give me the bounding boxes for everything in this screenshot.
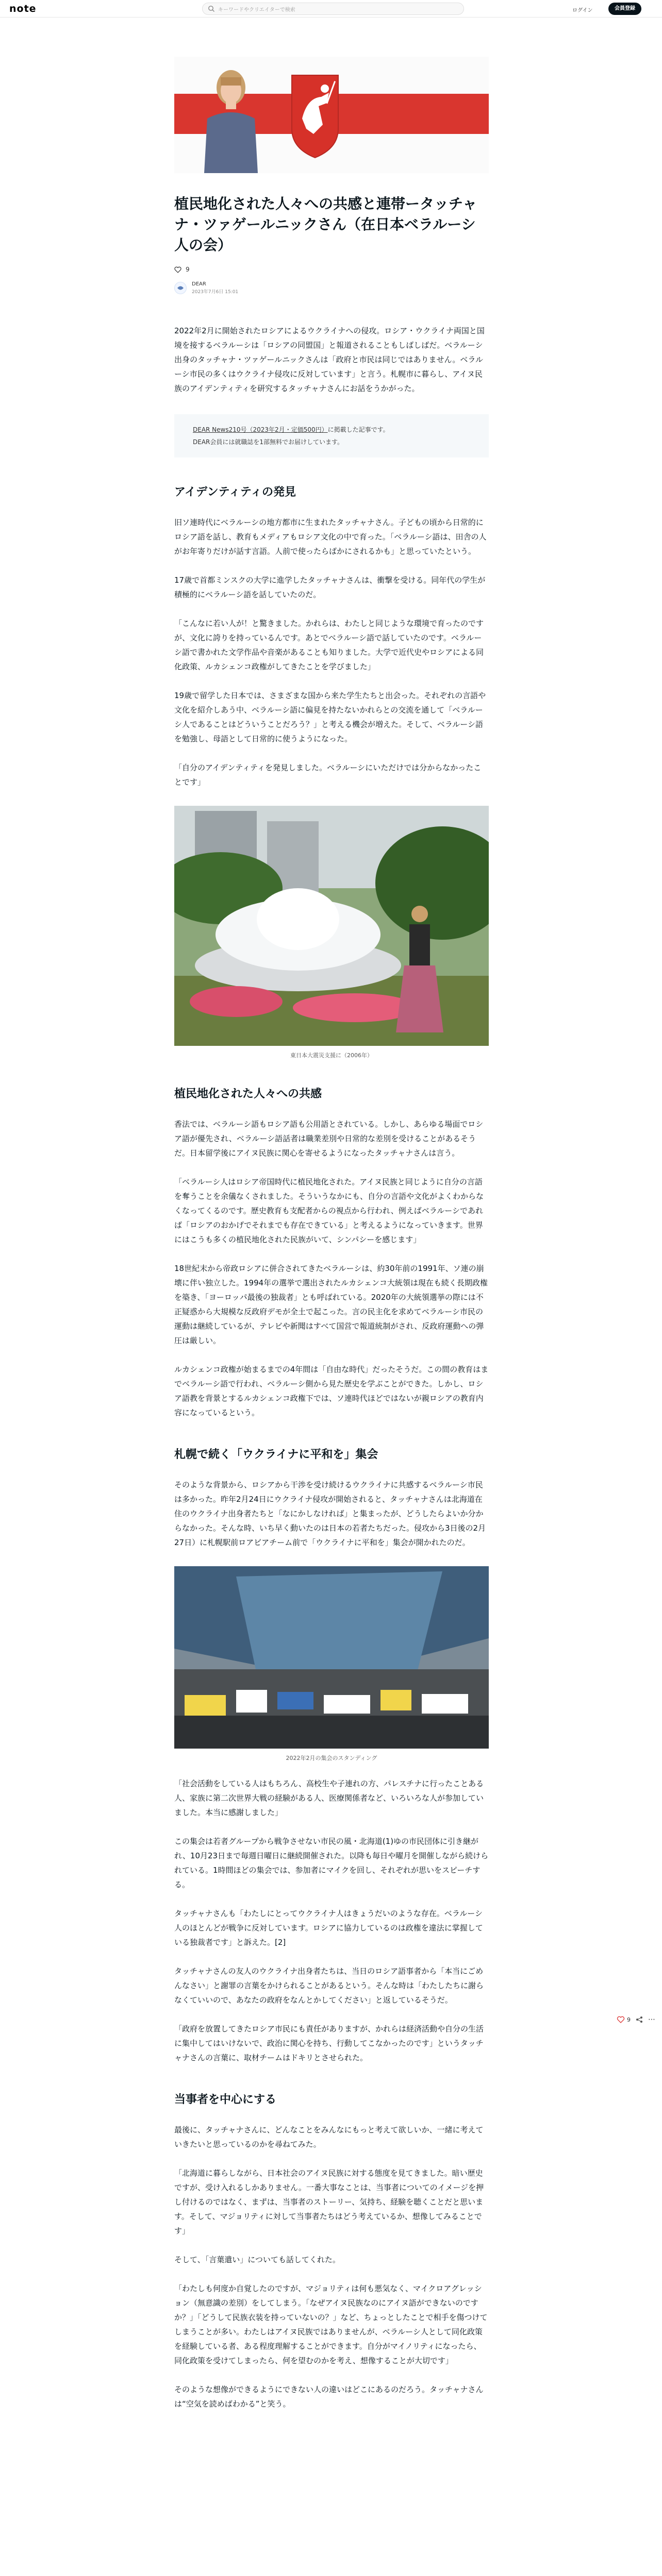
- publish-date: 2023年7月6日 15:01: [192, 290, 239, 295]
- paragraph: そのような背景から、ロシアから干渉を受け続けるウクライナに共感するベラルーシ市民は多かった。昨年2月24日にウクライナ侵攻が開始されると、タッチャナさんは北海道在住のウクライナ出身者たちと「なにかしなければ」と集まったが、どうしたらよいか分からなかった。そんな時、いち早く動いたのは日本の若者たちだった。侵攻から3日後の2月27日）に札幌駅前ロアビアチーム前で「ウクライナに平和を」集会が開かれたのだ。: [174, 1480, 486, 1547]
- paragraph: 旧ソ連時代にベラルーシの地方都市に生まれたタッチャナさん。子どもの頃から日常的にロシア語を話し、教育もメディアもロシア文化の中で育った。「ベラルーシ語は、田舎の人がお年寄りだけが話す言語。人前で使ったらばかにされるかも」と思っていたという。: [174, 518, 487, 556]
- share-icon[interactable]: [636, 2016, 643, 2023]
- paragraph: 「わたしも何度か自覚したのですが、マジョリティは何も悪気なく、マイクロアグレッション（無意識の差別）をしてしまう。「なぜアイヌ民族なのにアイヌ語ができないのですか？」「どうして民族衣装を持っていないの？」など、ちょっとしたことで相手を傷つけてしまうことが多い。わたしはアイヌ民族ではありませんが、ベラルーシ人として同化政策を経験している者、ある程度理解することができます。自分がマイノリティになったら、同化政策を受けてしまったら、何を望むのかを考え、想像することが大切です」: [174, 2284, 488, 2365]
- like-section[interactable]: [174, 266, 489, 273]
- photo-caption: 2022年2月の集会のスタンディング: [286, 1755, 377, 1761]
- notice-link[interactable]: DEAR News210号（2023年2月・定価500円）: [193, 426, 328, 433]
- notice-suffix: に掲載した記事です。: [327, 426, 389, 433]
- paragraph: 19歳で留学した日本では、さまざまな国から来た学生たちと出会った。それぞれの言語や文化を紹介しあう中、ベラルーシ語に偏見を持たないかれらとの交流を通して「ベラルーシ人であることはどういうことだろう？」と考える機会が増えた。そして、ベラルーシ語を勉強し、母語として日常的に使うようになった。: [174, 691, 486, 743]
- site-header: [0, 0, 662, 18]
- more-icon[interactable]: ⋯: [648, 2015, 656, 2024]
- photo-caption: 東日本大震災支援に（2006年）: [290, 1052, 373, 1059]
- avatar[interactable]: [174, 282, 187, 294]
- paragraph: 「政府を放置してきたロシア市民にも責任がありますが、かれらは経済活動や自分の生活に集中してはいけないで、政治に関心を持ち、行動してこなかったのです」というタッチャナさんの言葉に、取材チームはドキリとさせられた。: [174, 2024, 484, 2062]
- site-logo[interactable]: note: [9, 3, 37, 14]
- paragraph: タッチャナさんも「わたしにとってウクライナ人はきょうだいのような存在。ベラルーシ人のほとんどが戦争に反対しています。ロシアに協力しているのは政権を違法に掌握している独裁者です」と訴えた。[2]: [174, 1909, 483, 1947]
- section-heading-center: 当事者を中心にする: [174, 2093, 277, 2106]
- hero-image: [174, 57, 489, 173]
- paragraph: ルカシェンコ政権が始まるまでの4年間は「自由な時代」だったそうだ。この間の教育はまでベラルーシ語で行われ、ベラルーシ側から見た歴史を学ぶことができた。しかし、ロシア語教を背景とするルカシェンコ政権下では、ソ連時代ほどではないが親ロシアの教育内容になっているという。: [174, 1365, 489, 1417]
- notice-box: [174, 414, 489, 457]
- heart-icon[interactable]: [174, 266, 181, 273]
- heart-icon[interactable]: [617, 2016, 625, 2023]
- like-count: 9: [186, 266, 190, 273]
- paragraph: 「こんなに若い人が！と驚きました。かれらは、わたしと同じような環境で育ったのですが、文化に誇りを持っているんです。あとでベラルーシ語で話していたのです。ベラルーシ語で書かれた文学作品や音楽があることも知りました。大学で近代史やロシアによる同化政策、ルカシェンコ政権がしてきたことを学びました」: [174, 619, 484, 671]
- paragraph: 「北海道に暮らしながら、日本社会のアイヌ民族に対する態度を見てきました。暗い歴史ですが、受け入れるしかありません。一番大事なことは、当事者についてのイメージを押し付けるのではなく、まずは、当事者のストーリー、気持ち、経験を聴くことだと思います。そして、マジョリティに対して当事者たちはどう考えているか、想像してみることです」: [174, 2168, 484, 2235]
- fountain-photo: [174, 806, 489, 1046]
- paragraph: 香法では、ベラルーシ語もロシア語も公用語とされている。しかし、あらゆる場面でロシア語が優先され、ベラルーシ語話者は職業差別や日常的な差別を受けることがあるそうだ。日本留学後にアイヌ民族に関心を寄せるようになったタッチャナさんは言う。: [174, 1120, 484, 1158]
- section-heading-empathy: 植民地化された人々への共感: [174, 1088, 322, 1100]
- paragraph: 「社会活動をしている人はもちろん、高校生や子連れの方、パレスチナに行ったことある人、家族に第二次世界大戦の経験がある人、医療関係者など、いろいろな人が参加していました。本当に感謝しました」: [174, 1779, 484, 1817]
- paragraph: そのような想像ができるようにできない人の違いはどこにあるのだろう。タッチャナさんは“空気を読めばわかる”と笑う。: [174, 2385, 484, 2409]
- fountain-illustration: [174, 806, 489, 1046]
- paragraph: この集会は若者グループから戦争させない市民の風・北海道(1)ゆの市民団体に引き継がれ、10月23日まで毎週日曜日に継続開催された。以降も毎日や曜月を開催しながら続けられている。1時間ほどの集会では、参加者にマイクを回し、それぞれが思いをスピーチする。: [174, 1837, 489, 1889]
- intro-paragraph: 2022年2月に開始されたロシアによるウクライナへの侵攻。ロシア・ウクライナ両国と国境を接するベラルーシは「ロシアの同盟国」と報道されることもしばしばだ。ベラルーシ出身のタッチャナ・ツァゲールニックさんは「政府と市民は同じではありません。ベラルーシ市民の多くはウクライナ侵攻に反対しています」と言う。札幌市に暮らし、アイヌ民族のアイデンティティを研究するタッチャナさんにお話をうかがった。: [174, 326, 485, 393]
- hero-illustration: [174, 57, 489, 173]
- notice-line-2: DEAR会員には就職誌を1部無料でお届けしています。: [193, 438, 344, 446]
- author-name[interactable]: DEAR: [192, 281, 206, 287]
- rally-photo: [174, 1566, 489, 1749]
- paragraph: 18世紀末から帝政ロシアに併合されてきたベラルーシは、約30年前の1991年、ソ連の崩壊に伴い独立した。1994年の選挙で選出されたルカシェンコ大統領は現在も続く長期政権を築き、「ヨーロッパ最後の独裁者」とも呼ばれている。2020年の大統領選挙の際には不正疑惑から大規模な反政府デモが全土で起こった。言の民主化を求めてベラルーシ市民の運動は継続しているが、テレビや新聞はすべて国営で報道統制がされ、反政府運動への弾圧は厳しい。: [174, 1264, 488, 1345]
- paragraph: 最後に、タッチャナさんに、どんなことをみんなにもっと考えて欲しいか、一緒に考えていきたいと思っているのかを尋ねてみた。: [174, 2125, 484, 2149]
- search-placeholder: キーワードやクリエイターで検索: [218, 7, 295, 13]
- article: [174, 57, 489, 2411]
- search-icon: [208, 5, 215, 12]
- paragraph: タッチャナさんの友人のウクライナ出身者たちは、当日のロシア語事者から「本当にごめんなさい」と謝罪の言葉をかけられることがあるという。そんな時は「わたしたちに謝らなくていいので、あなたの政府をなんとかしてください」と返しているそうだ。: [174, 1967, 484, 2005]
- paragraph: そして、「言葉遣い」についても話してくれた。: [174, 2255, 340, 2264]
- paragraph: 「自分のアイデンティティを発見しました。ベラルーシにいただけでは分からなかったことです」: [174, 763, 482, 787]
- search-bar[interactable]: [202, 3, 464, 15]
- floating-like-count: 9: [627, 2016, 631, 2023]
- section-heading-identity: アイデンティティの発見: [174, 486, 296, 499]
- article-title: 植民地化された人々への共感と連帯ータッチャナ・ツァゲールニックさん（在日本ベラルーシ人の会）: [174, 195, 477, 253]
- author-block[interactable]: [174, 281, 489, 295]
- section-heading-sapporo: 札幌で続く「ウクライナに平和を」集会: [174, 1448, 378, 1461]
- paragraph: 17歳で首都ミンスクの大学に進学したタッチャナさんは、衝撃を受ける。同年代の学生が積極的にベラルーシ語を話していたのだ。: [174, 575, 486, 599]
- signup-button[interactable]: 会員登録: [608, 3, 641, 15]
- login-button[interactable]: ログイン: [572, 8, 593, 13]
- logo-icon: [177, 285, 184, 291]
- paragraph: 「ベラルーシ人はロシア帝国時代に植民地化された。アイヌ民族と同じように自分の言語を奪うことを余儀なくされました。そういうなかにも、自分の言語や文化がよくわからなくなってくるのです。歴史教育も支配者からの視点から行われ、例えばベラルーシであれば「ロシアのおかげでそれまでも存在できている」と考えるようになっていきます。世界にはこうも多くの植民地化された民族がいて、シンパシーを感じます」: [174, 1177, 484, 1244]
- rally-illustration: [174, 1566, 489, 1749]
- floating-actions: [617, 2015, 656, 2024]
